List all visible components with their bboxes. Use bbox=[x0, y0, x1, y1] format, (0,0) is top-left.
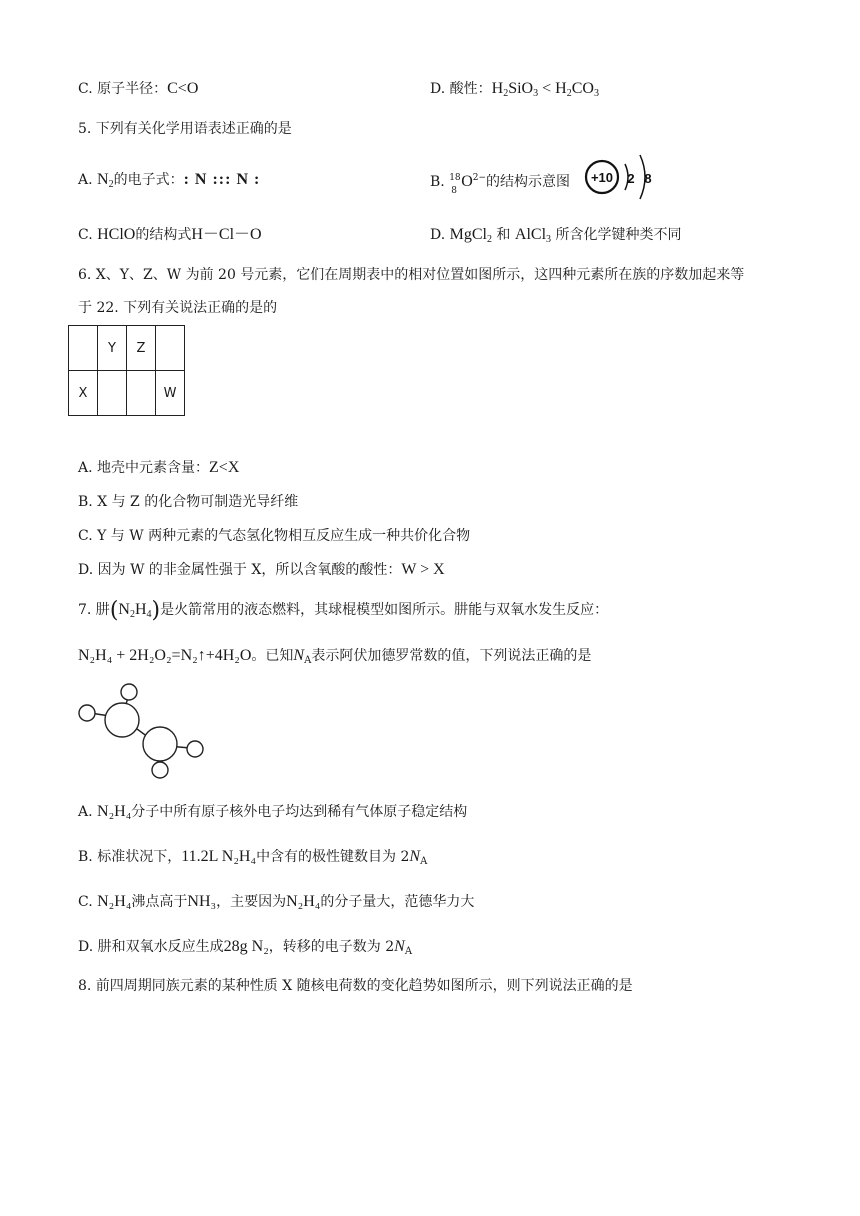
periodic-table-fragment bbox=[68, 325, 185, 416]
shell-1-electrons: 2 bbox=[627, 171, 635, 186]
hydrogen-atom bbox=[79, 705, 95, 721]
table-cell: X bbox=[69, 371, 98, 416]
table-cell bbox=[98, 371, 127, 416]
hydrogen-atom bbox=[121, 684, 137, 700]
table-cell bbox=[69, 326, 98, 371]
q6-option-c: C. Y 与 W 两种元素的气态氢化物相互反应生成一种共价化合物 bbox=[78, 528, 471, 544]
q5-stem: 5. 下列有关化学用语表述正确的是 bbox=[78, 121, 292, 137]
table-row bbox=[69, 326, 185, 371]
nucleus-charge: +10 bbox=[590, 170, 614, 185]
q7-option-d: D. 肼和双氧水反应生成28g N₂，转移的电子数为 $2N_A$ bbox=[78, 938, 413, 957]
isotope-notation: 18 8 bbox=[449, 173, 461, 196]
nitrogen-atom bbox=[143, 727, 177, 761]
q5-option-b: B. 18 8 $O^{2-}$的结构示意图 bbox=[430, 173, 571, 196]
q7-option-c: C. N₂H₄沸点高于NH₃，主要因为N₂H₄的分子量大，范德华力大 bbox=[78, 893, 475, 910]
q6-option-b: B. X 与 Z 的化合物可制造光导纤维 bbox=[78, 494, 299, 510]
q4-option-c: C. 原子半径：C<O bbox=[78, 80, 199, 97]
q5-option-a: A. $N_2$的电子式：: N ::: N : bbox=[78, 171, 261, 190]
q7-option-a: A. N₂H₄分子中所有原子核外电子均达到稀有气体原子稳定结构 bbox=[78, 803, 468, 820]
table-cell: Z bbox=[127, 326, 156, 371]
q6-option-d: D. 因为 W 的非金属性强于 X，所以含氧酸的酸性：W > X bbox=[78, 561, 445, 578]
table-cell bbox=[156, 326, 185, 371]
q8-stem: 8. 前四周期同族元素的某种性质 X 随核电荷数的变化趋势如图所示，则下列说法正确的是 bbox=[78, 978, 633, 994]
q4-option-d: D. 酸性：$H_2SiO_3 < H_2CO_3$ bbox=[430, 80, 599, 99]
q6-option-a: A. 地壳中元素含量：Z<X bbox=[78, 459, 240, 476]
q7-stem-line2: N₂H₄ + 2H₂O₂=N₂↑+4H₂O。已知$N_A$表示阿伏加德罗常数的值，下列说法正确的是 bbox=[78, 647, 592, 666]
shell-2-electrons: 8 bbox=[644, 171, 652, 186]
table-row bbox=[69, 371, 185, 416]
table-cell bbox=[127, 371, 156, 416]
hydrogen-atom bbox=[187, 741, 203, 757]
q6-stem-line1: 6. X、Y、Z、W 为前 20 号元素，它们在周期表中的相对位置如图所示，这四种元素所在族的序数加起来等 bbox=[78, 267, 745, 283]
q6-stem-line2: 于 22. 下列有关说法正确的是的 bbox=[78, 300, 278, 316]
q7-option-b: B. 标准状况下，11.2L N₂H₄中含有的极性键数目为 $2N_A$ bbox=[78, 848, 428, 867]
hydrazine-ball-stick-model bbox=[74, 680, 214, 780]
oxygen-ion-structure-diagram bbox=[584, 152, 664, 202]
q7-stem-line1: 7. 肼$(N_2H_4)$是火箭常用的液态燃料，其球棍模型如图所示。肼能与双氧水发生反应： bbox=[78, 598, 609, 623]
table-cell: Y bbox=[98, 326, 127, 371]
hydrogen-atom bbox=[152, 762, 168, 778]
nitrogen-atom bbox=[105, 703, 139, 737]
q5-option-c: C. HClO的结构式H－Cl－O bbox=[78, 226, 262, 243]
q5-option-d: D. MgCl$_2$ 和 AlCl$_3$ 所含化学键种类不同 bbox=[430, 226, 682, 245]
table-cell: W bbox=[156, 371, 185, 416]
